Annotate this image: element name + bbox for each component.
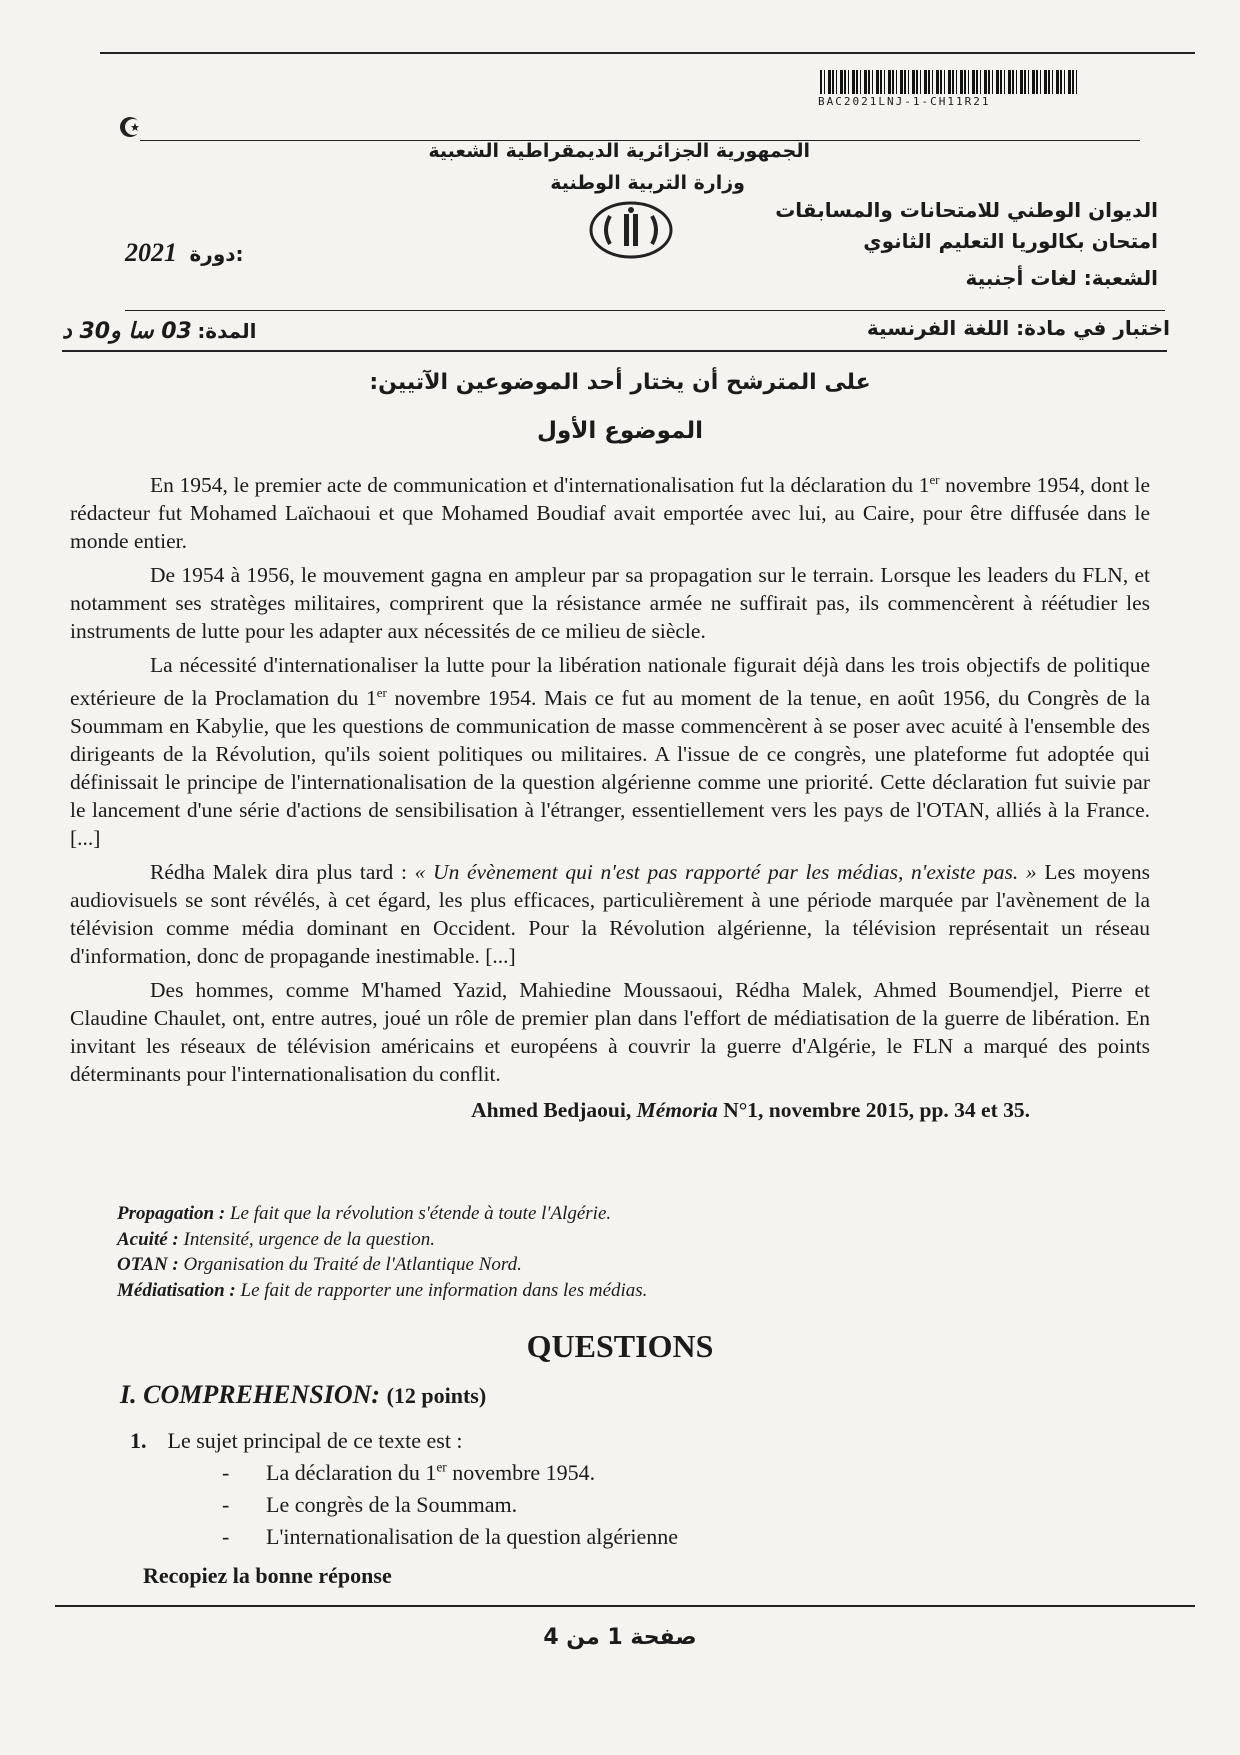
paragraph-5: Des hommes, comme M'hamed Yazid, Mahiedine Moussaoui, Rédha Malek, Ahmed Boumendjel, Pierre et Claudine Chaulet, ont, entre autres, joué un rôle de premier plan dans l'effort de médiatisation de la guerre de libération. En invitant les réseaux de télévision américains et européens à couvrir la guerre d'Algérie, le FLN a marqué des points déterminants pour l'internationalisation du conflit.	[70, 978, 1150, 1087]
duration	[62, 318, 312, 344]
paragraph-1: En 1954, le premier acte de communication et d'internationalisation fut la déclaration du 1er novembre 1954, dont le rédacteur fut Mohamed Laïchaoui et que Mohamed Boudiaf avait emportée avec lui, au Caire, pour être diffusée dans le monde entier.	[70, 473, 1150, 554]
top-rule	[100, 52, 1195, 54]
subject-rule-bottom	[62, 350, 1167, 352]
duration-value: 03 سا و30 د	[62, 319, 192, 344]
option-3: - L'internationalisation de la question algérienne	[222, 1524, 679, 1549]
exam-title: امتحان بكالوريا التعليم الثانوي	[863, 229, 1158, 253]
crescent-star-icon	[118, 114, 144, 140]
paragraph-4	[70, 858, 1150, 970]
republic-title: الجمهورية الجزائرية الديمقراطية الشعبية	[428, 140, 810, 162]
option-1: - La déclaration du 1er novembre 1954.	[222, 1460, 596, 1486]
glossary-item: Médiatisation : Le fait de rapporter une information dans les médias.	[117, 1279, 648, 1301]
question-1	[130, 1428, 463, 1454]
paragraph-4-intro: Rédha Malek dira plus tard :	[150, 860, 415, 885]
duration-label: المدة:	[197, 319, 257, 343]
source-author: Ahmed Bedjaoui,	[471, 1098, 637, 1123]
session-year: 2021	[125, 238, 177, 267]
barcode-text: BAC2021LNJ-1-CH11R21	[818, 95, 991, 108]
source-title: Mémoria	[636, 1098, 718, 1123]
comprehension-section	[120, 1380, 486, 1410]
glossary-item: OTAN : Organisation du Traité de l'Atlantique Nord.	[117, 1254, 522, 1275]
malek-quote: « Un évènement qui n'est pas rapporté par les médias, n'existe pas. »	[414, 860, 1037, 885]
glossary	[117, 1201, 647, 1303]
option-2: - Le congrès de la Soummam.	[222, 1492, 518, 1517]
paragraph-4-rest: Les moyens audiovisuels se sont révélés, à cet égard, les plus efficaces, particulièrement à une période marquée par l'avènement de la télévision comme média dominant en Occident. Pour la Révolution algérienne, la télévision représentait un réseau d'information, donc de propagande inestimable. [...]	[70, 860, 1150, 969]
subject-title: اختبار في مادة: اللغة الفرنسية	[866, 316, 1170, 340]
main-text	[70, 466, 1150, 1124]
questions-title: QUESTIONS	[526, 1328, 714, 1364]
choice-instruction: على المترشح أن يختار أحد الموضوعين الآتيين:	[369, 370, 871, 395]
subject-rule-top	[125, 310, 1165, 311]
footer-rule	[55, 1605, 1195, 1607]
source	[70, 1096, 1150, 1124]
page-number: صفحة 1 من 4	[543, 1625, 697, 1650]
session	[125, 238, 244, 268]
answer-instruction: Recopiez la bonne réponse	[143, 1563, 392, 1588]
office-title: الديوان الوطني للامتحانات والمسابقات	[775, 198, 1158, 222]
topic-title: الموضوع الأول	[537, 418, 703, 444]
barcode	[820, 70, 1078, 94]
glossary-item: Acuité : Intensité, urgence de la question.	[117, 1228, 436, 1250]
branch-title: الشعبة: لغات أجنبية	[965, 266, 1158, 290]
paragraph-3: La nécessité d'internationaliser la lutte pour la libération nationale figurait déjà dans les trois objectifs de politique extérieure de la Proclamation du 1er novembre 1954. Mais ce fut au moment de la tenue, en août 1956, du Congrès de la Soummam en Kabylie, que les questions de communication de masse commencèrent à se poser avec acuité à l'ensemble des dirigeants de la Révolution, qu'ils soient politiques ou militaires. A l'issue de ce congrès, une plateforme fut adoptée qui définissait le principe de l'internationalisation de la question algérienne comme une priorité. Cette déclaration fut suivie par le lancement d'une série d'actions de sensibilisation à l'étranger, essentiellement vers les pays de l'OTAN, alliés à la France. [...]	[70, 653, 1150, 851]
source-details: N°1, novembre 2015, pp. 34 et 35.	[717, 1098, 1030, 1123]
question-number: 1.	[130, 1428, 147, 1453]
section-points: (12 points)	[386, 1383, 487, 1408]
section-title: I. COMPREHENSION:	[120, 1380, 381, 1409]
ministry-title: وزارة التربية الوطنية	[550, 172, 745, 194]
question-text: Le sujet principal de ce texte est :	[167, 1428, 463, 1453]
glossary-item: Propagation : Le fait que la révolution s'étende à toute l'Algérie.	[117, 1203, 612, 1224]
onec-logo	[588, 200, 674, 260]
session-label: دورة:	[189, 242, 244, 266]
paragraph-2: De 1954 à 1956, le mouvement gagna en ampleur par sa propagation sur le terrain. Lorsque les leaders du FLN, et notamment ses stratèges militaires, comprirent que la résistance armée ne suffirait pas, ils commencèrent à réétudier les instruments de lutte pour les adapter aux nécessités de ce milieu de siècle.	[70, 563, 1150, 644]
